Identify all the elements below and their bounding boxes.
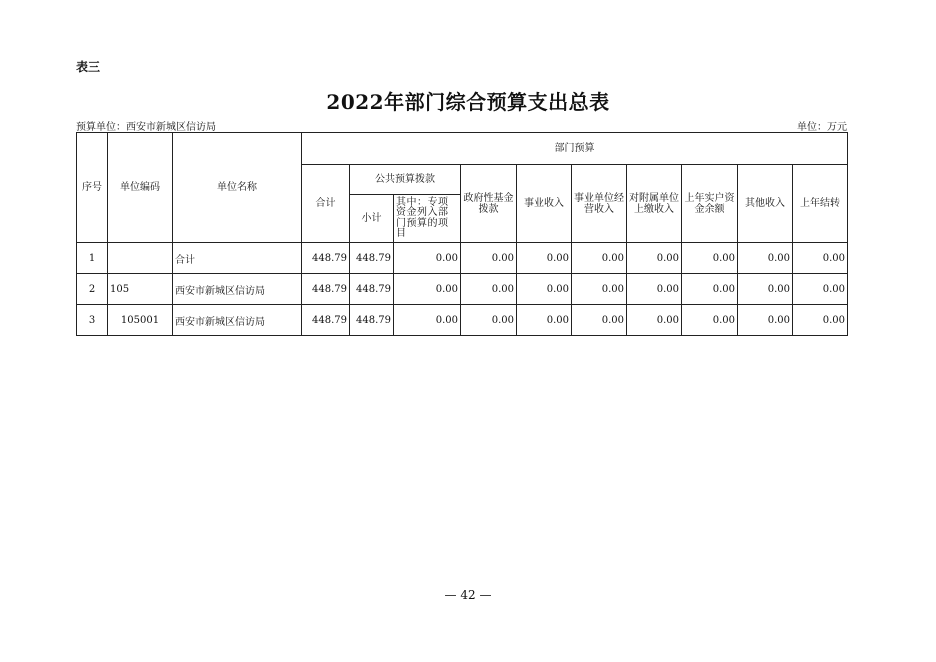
budget-unit: 预算单位：西安市新城区信访局 — [76, 122, 216, 133]
cell-code: 105 — [108, 274, 173, 305]
header-total: 合计 — [302, 165, 350, 243]
cell-subtotal: 448.79 — [350, 243, 394, 274]
header-subtotal: 小计 — [350, 195, 394, 243]
cell-gov-fund: 0.00 — [461, 274, 517, 305]
cell-operating: 0.00 — [572, 243, 627, 274]
cell-carryover: 0.00 — [793, 274, 848, 305]
header-special-included: 其中：专项资金列入部门预算的项目 — [394, 195, 461, 243]
cell-balance: 0.00 — [682, 243, 738, 274]
cell-other: 0.00 — [738, 305, 793, 336]
cell-operating: 0.00 — [572, 274, 627, 305]
header-operating-income: 事业单位经营收入 — [572, 165, 627, 243]
cell-code — [108, 243, 173, 274]
cell-business: 0.00 — [517, 305, 572, 336]
table-row — [77, 305, 848, 336]
cell-carryover: 0.00 — [793, 243, 848, 274]
header-name: 单位名称 — [173, 133, 302, 243]
cell-business: 0.00 — [517, 274, 572, 305]
cell-balance: 0.00 — [682, 305, 738, 336]
sheet-label: 表三 — [76, 60, 101, 74]
cell-other: 0.00 — [738, 274, 793, 305]
cell-special: 0.00 — [394, 274, 461, 305]
header-public-funds: 公共预算拨款 — [350, 165, 461, 195]
cell-special: 0.00 — [394, 305, 461, 336]
table-row — [77, 243, 848, 274]
cell-subtotal: 448.79 — [350, 274, 394, 305]
header-code: 单位编码 — [108, 133, 173, 243]
header-prior-carryover: 上年结转 — [793, 165, 848, 243]
page-number: — 42 — — [444, 588, 492, 602]
cell-subordinate: 0.00 — [627, 274, 682, 305]
cell-other: 0.00 — [738, 243, 793, 274]
cell-subordinate: 0.00 — [627, 305, 682, 336]
header-seq: 序号 — [77, 133, 108, 243]
cell-name: 西安市新城区信访局 — [173, 305, 302, 336]
budget-table — [76, 132, 848, 336]
cell-business: 0.00 — [517, 243, 572, 274]
header-business-income: 事业收入 — [517, 165, 572, 243]
cell-seq: 3 — [77, 305, 108, 336]
cell-balance: 0.00 — [682, 274, 738, 305]
cell-total: 448.79 — [302, 243, 350, 274]
header-other-income: 其他收入 — [738, 165, 793, 243]
header-dept-budget: 部门预算 — [302, 133, 848, 165]
cell-operating: 0.00 — [572, 305, 627, 336]
table-row — [77, 274, 848, 305]
cell-code: 105001 — [108, 305, 173, 336]
cell-carryover: 0.00 — [793, 305, 848, 336]
money-unit: 单位：万元 — [797, 122, 847, 133]
cell-subtotal: 448.79 — [350, 305, 394, 336]
cell-name: 合计 — [173, 243, 302, 274]
document-title: 2022年部门综合预算支出总表 — [326, 90, 610, 114]
cell-total: 448.79 — [302, 274, 350, 305]
cell-total: 448.79 — [302, 305, 350, 336]
cell-gov-fund: 0.00 — [461, 243, 517, 274]
cell-special: 0.00 — [394, 243, 461, 274]
header-gov-fund: 政府性基金拨款 — [461, 165, 517, 243]
header-subordinate-income: 对附属单位上缴收入 — [627, 165, 682, 243]
cell-gov-fund: 0.00 — [461, 305, 517, 336]
header-prior-balance: 上年实户资金余额 — [682, 165, 738, 243]
cell-seq: 1 — [77, 243, 108, 274]
cell-name: 西安市新城区信访局 — [173, 274, 302, 305]
cell-seq: 2 — [77, 274, 108, 305]
cell-subordinate: 0.00 — [627, 243, 682, 274]
